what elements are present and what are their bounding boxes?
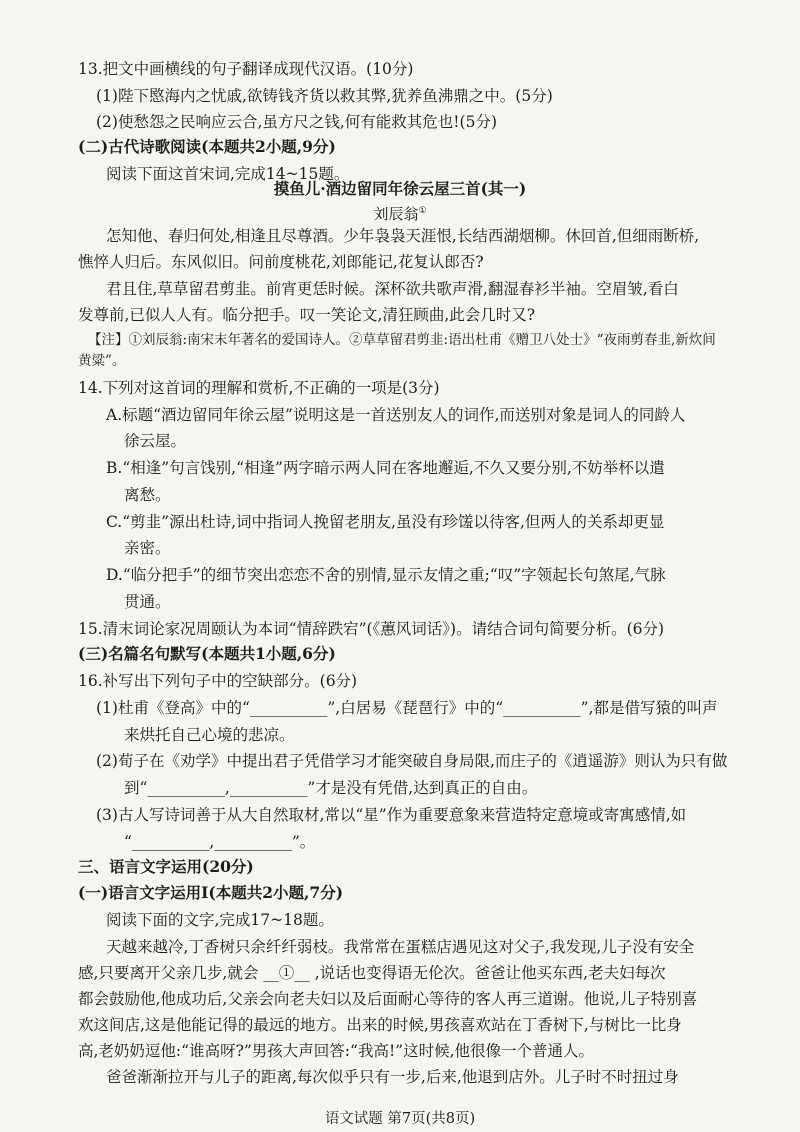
q14-option-a-cont: 徐云屋。 [124, 432, 187, 450]
q13-item-2: (2)使愁怨之民响应云合,虽方尺之钱,何有能救其危也!(5分) [96, 113, 497, 131]
poem-stanza1-line2: 憔悴人归后。东风似旧。问前度桃花,刘郎能记,花复认郎否? [78, 253, 484, 271]
q13-item-1: (1)陛下愍海内之忧戚,欲铸钱齐货以救其弊,犹养鱼沸鼎之中。(5分) [96, 87, 553, 105]
poem-author [0, 200, 800, 225]
passage-line-4: 欢这间店,这是他能记得的最远的地方。出来的时候,男孩喜欢站在丁香树下,与树比一比身 [78, 1016, 682, 1034]
q14-option-b-cont: 离愁。 [124, 486, 171, 504]
poem-stanza2-line1: 君且住,草草留君剪韭。前宵更恁时候。深杯欲共歌声滑,翻湿春衫半袖。空眉皱,看白 [106, 280, 679, 298]
subsection-language-1-heading: (一)语言文字运用Ⅰ(本题共2小题,7分) [78, 883, 344, 902]
q14-prompt: 14.下列对这首词的理解和赏析,不正确的一项是(3分) [78, 379, 440, 397]
q16-item-2-cont: 到“__________,__________”才是没有凭借,达到真正的自由。 [124, 779, 538, 797]
q16-prompt: 16.补写出下列句子中的空缺部分。(6分) [78, 672, 358, 690]
section-dictation-heading: (三)名篇名句默写(本题共1小题,6分) [78, 644, 336, 663]
q13-prompt: 13.把文中画横线的句子翻译成现代汉语。(10分) [78, 60, 414, 78]
passage-line-6: 爸爸渐渐拉开与儿子的距离,每次似乎只有一步,后来,他退到店外。儿子时不时扭过身 [106, 1068, 679, 1086]
q14-option-c: C.“剪韭”源出杜诗,词中指词人挽留老朋友,虽没有珍馐以待客,但两人的关系却更显 [106, 513, 665, 531]
language-instruction: 阅读下面的文字,完成17~18题。 [106, 911, 334, 929]
poetry-instruction: 阅读下面这首宋词,完成14~15题。 [106, 165, 350, 183]
q14-option-d: D.“临分把手”的细节突出恋恋不舍的别情,显示友情之重;“叹”字领起长句煞尾,气脉 [106, 566, 666, 584]
poem-title: 摸鱼儿·酒边留同年徐云屋三首(其一) [273, 179, 527, 198]
section-poetry-heading: (二)古代诗歌阅读(本题共2小题,9分) [78, 137, 336, 156]
poem-stanza2-line2: 发尊前,已似人人有。临分把手。叹一笑论文,清狂顾曲,此会几时又? [78, 306, 536, 324]
q16-item-1-cont: 来烘托自己心境的悲凉。 [124, 726, 295, 744]
q15-prompt: 15.清末词论家况周颐认为本词“情辞跌宕”(《蕙风词话》)。请结合词句简要分析。(6分) [78, 620, 665, 638]
q14-option-b: B.“相逢”句言饯别,“相逢”两字暗示两人同在客地邂逅,不久又要分别,不妨举杯以遣 [106, 459, 665, 477]
q14-option-c-cont: 亲密。 [124, 539, 171, 557]
poem-author-name: 刘辰翁 [373, 205, 419, 223]
q16-item-3-cont: “__________,__________”。 [124, 833, 316, 851]
poem-notes-line2: 黄粱”。 [78, 353, 126, 369]
q14-option-d-cont: 贯通。 [124, 593, 171, 611]
passage-line-5: 高,老奶奶逗他:“谁高呀?”男孩大声回答:“我高!”这时候,他很像一个普通人。 [78, 1042, 595, 1060]
q14-option-a: A.标题“酒边留同年徐云屋”说明这是一首送别友人的词作,而送别对象是词人的同龄人 [106, 406, 686, 424]
page-footer: 语文试题 第7页(共8页) [324, 1111, 476, 1127]
passage-line-1: 天越来越冷,丁香树只余纤纤弱枝。我常常在蛋糕店遇见这对父子,我发现,儿子没有安全 [106, 938, 695, 956]
poem-stanza1-line1: 怎知他、春归何处,相逢且尽尊酒。少年袅袅天涯恨,长结西湖烟柳。休回首,但细雨断桥, [106, 227, 700, 245]
passage-line-2: 感,只要离开父亲几步,就会 __①__ ,说话也变得语无伦次。爸爸让他买东西,老夫妇每次 [78, 964, 666, 982]
q16-item-3: (3)古人写诗词善于从大自然取材,常以“星”作为重要意象来营造特定意境或寄寓感情,如 [96, 806, 687, 824]
passage-line-3: 都会鼓励他,他成功后,父亲会向老夫妇以及后面耐心等待的客人再三道谢。他说,儿子特别喜 [78, 990, 698, 1008]
q16-item-2: (2)荀子在《劝学》中提出君子凭借学习才能突破自身局限,而庄子的《逍遥游》则认为只有做 [96, 752, 728, 770]
poem-author-note-mark: ① [418, 206, 427, 216]
q16-item-1: (1)杜甫《登高》中的“__________”,白居易《琵琶行》中的“__________”,都是借写猿的叫声 [96, 699, 718, 717]
section-language-heading: 三、语言文字运用(20分) [78, 857, 254, 876]
poem-notes-line1: 【注】①刘辰翁:南宋末年著名的爱国诗人。②草草留君剪韭:语出杜甫《赠卫八处士》“夜雨剪春韭,新炊间 [88, 332, 716, 348]
